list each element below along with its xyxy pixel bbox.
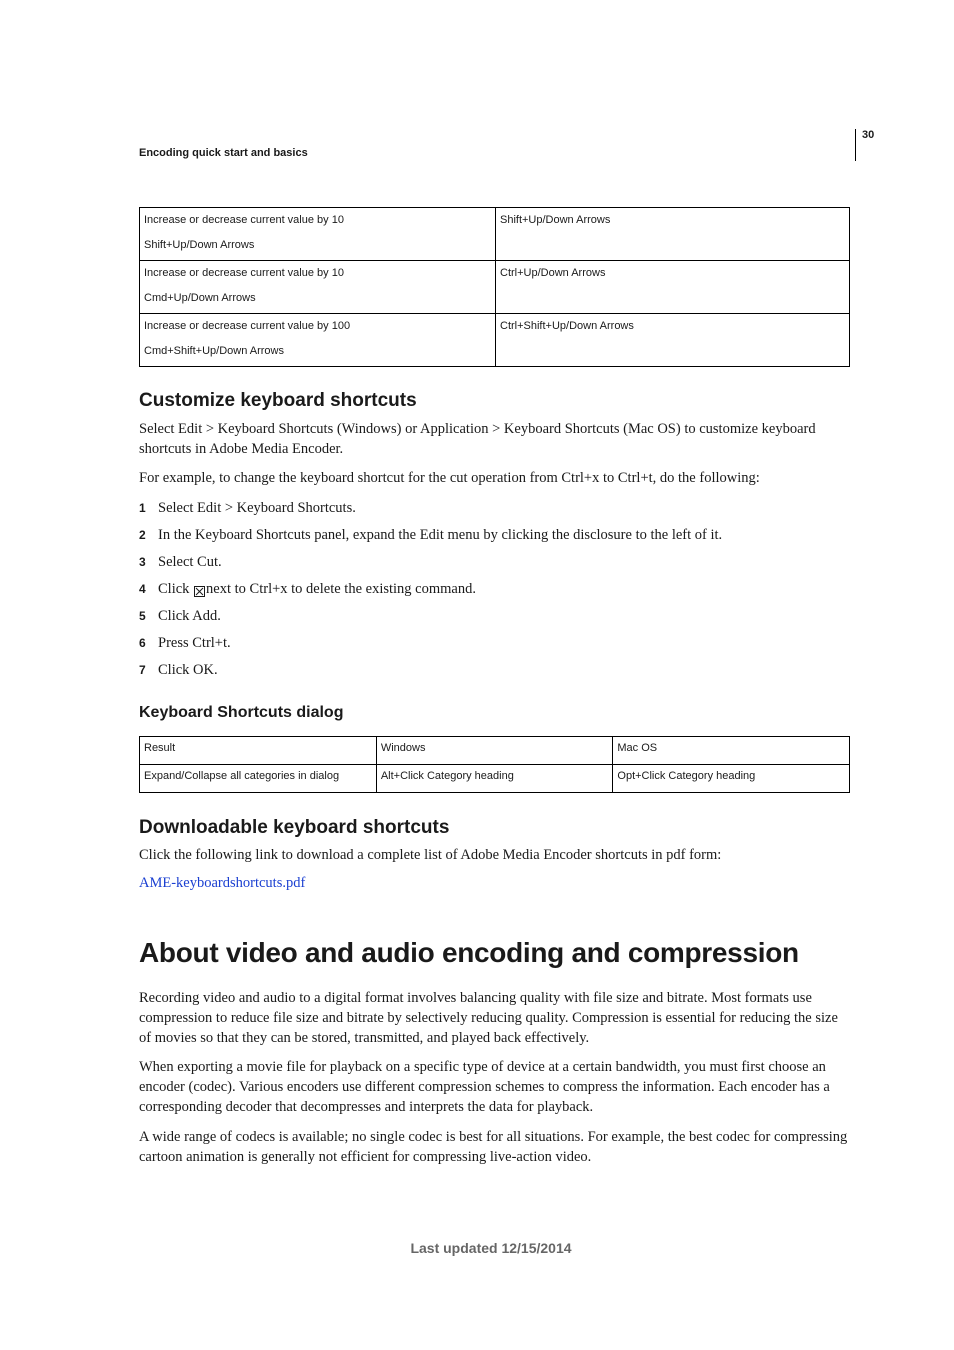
step-text-after: next to Ctrl+x to delete the existing command. bbox=[206, 581, 476, 597]
heading-about: About video and audio encoding and compression bbox=[139, 937, 799, 968]
table-cell bbox=[496, 314, 850, 367]
table-row bbox=[140, 314, 850, 367]
column-header: Mac OS bbox=[613, 737, 850, 765]
cell-description: Increase or decrease current value by 10 bbox=[144, 214, 344, 226]
header-rule bbox=[855, 129, 856, 161]
step-text: Click OK. bbox=[158, 662, 218, 678]
cell-mac-shortcut: Cmd+Up/Down Arrows bbox=[144, 292, 256, 304]
step-text: Click Add. bbox=[158, 608, 221, 624]
table-cell bbox=[496, 261, 850, 314]
shortcut-table bbox=[139, 207, 850, 367]
heading-customize: Customize keyboard shortcuts bbox=[139, 390, 417, 411]
table-row bbox=[140, 261, 850, 314]
cell-windows-shortcut: Ctrl+Up/Down Arrows bbox=[500, 267, 606, 279]
table-cell: Opt+Click Category heading bbox=[613, 765, 850, 793]
downloadable-paragraph: Click the following link to download a complete list of Adobe Media Encoder shortcuts in pdf form: bbox=[139, 847, 722, 863]
customize-paragraph-2: For example, to change the keyboard shortcut for the cut operation from Ctrl+x to Ctrl+t, do the following: bbox=[139, 470, 760, 486]
step-number: 5 bbox=[139, 609, 146, 623]
cell-windows-shortcut: Shift+Up/Down Arrows bbox=[500, 214, 611, 226]
step-number: 7 bbox=[139, 663, 146, 677]
column-header: Result bbox=[140, 737, 377, 765]
table-cell bbox=[140, 208, 496, 261]
step-text: In the Keyboard Shortcuts panel, expand the Edit menu by clicking the disclosure to the left of it. bbox=[158, 527, 723, 543]
step-number: 6 bbox=[139, 636, 146, 650]
step-number: 4 bbox=[139, 582, 146, 596]
step-number: 3 bbox=[139, 555, 146, 569]
about-paragraph-1: Recording video and audio to a digital format involves balancing quality with file size and bitrate. Most formats use compression to reduce file size and bitrate by selectively reducing quality. Compression is essential for reducing the size of movies so that they can be stored, transmitted, and played back effectively. bbox=[139, 990, 838, 1046]
page-number: 30 bbox=[862, 129, 875, 141]
column-header: Windows bbox=[376, 737, 613, 765]
about-paragraph-3: A wide range of codecs is available; no single codec is best for all situations. For example, the best codec for compressing cartoon animation is generally not efficient for compressing live-action video. bbox=[139, 1129, 848, 1165]
about-paragraph-2: When exporting a movie file for playback on a specific type of device at a certain bandwidth, you must first choose an encoder (codec). Various encoders use different compression schemes to compress the information. Each encoder has a corresponding decoder that decompresses and interprets the data for playback. bbox=[139, 1059, 830, 1115]
running-head: Encoding quick start and basics bbox=[139, 147, 308, 159]
table-row bbox=[140, 208, 850, 261]
table-cell: Expand/Collapse all categories in dialog bbox=[140, 765, 377, 793]
step-text bbox=[158, 579, 476, 599]
footer-last-updated: Last updated 12/15/2014 bbox=[410, 1240, 572, 1256]
step-number: 2 bbox=[139, 528, 146, 542]
dialog-shortcut-table bbox=[139, 736, 850, 793]
table-cell bbox=[140, 314, 496, 367]
heading-dialog: Keyboard Shortcuts dialog bbox=[139, 704, 344, 721]
cell-description: Increase or decrease current value by 10 bbox=[144, 267, 344, 279]
step-text: Select Edit > Keyboard Shortcuts. bbox=[158, 500, 356, 516]
cell-description: Increase or decrease current value by 100 bbox=[144, 320, 351, 332]
step-text: Press Ctrl+t. bbox=[158, 635, 231, 651]
step-text: Select Cut. bbox=[158, 554, 222, 570]
table-header-row bbox=[140, 737, 850, 765]
pdf-download-link[interactable]: AME-keyboardshortcuts.pdf bbox=[139, 875, 306, 891]
table-row bbox=[140, 765, 850, 793]
step-text-before: Click bbox=[158, 581, 190, 597]
customize-paragraph-1: Select Edit > Keyboard Shortcuts (Windows) or Application > Keyboard Shortcuts (Mac OS) to customize keyboard shortcuts in Adobe Media Encoder. bbox=[139, 421, 816, 457]
cell-mac-shortcut: Shift+Up/Down Arrows bbox=[144, 239, 255, 251]
step-number: 1 bbox=[139, 501, 146, 515]
table-cell bbox=[496, 208, 850, 261]
delete-box-icon bbox=[194, 586, 205, 597]
table-cell: Alt+Click Category heading bbox=[376, 765, 613, 793]
heading-downloadable: Downloadable keyboard shortcuts bbox=[139, 817, 450, 838]
cell-windows-shortcut: Ctrl+Shift+Up/Down Arrows bbox=[500, 320, 634, 332]
table-cell bbox=[140, 261, 496, 314]
cell-mac-shortcut: Cmd+Shift+Up/Down Arrows bbox=[144, 345, 284, 357]
